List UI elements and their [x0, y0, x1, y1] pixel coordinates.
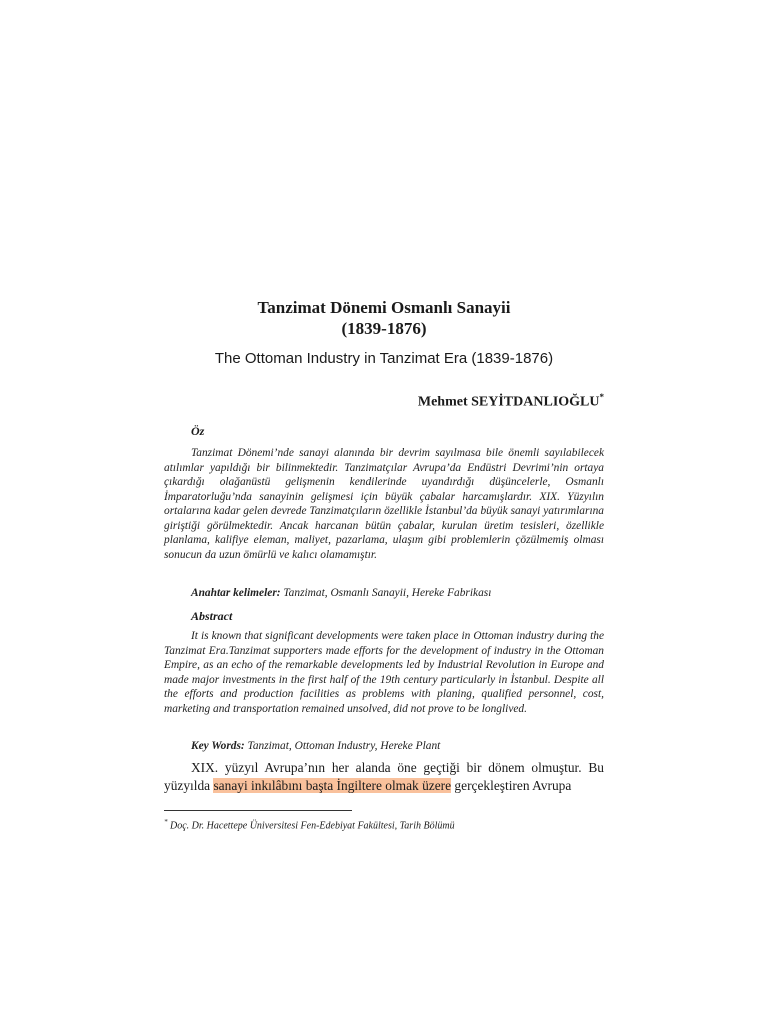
- english-title: The Ottoman Industry in Tanzimat Era (1839-1876): [214, 350, 554, 367]
- footnote-marker: *: [164, 818, 168, 826]
- turkish-keywords: [164, 586, 604, 601]
- author-name: Mehmet SEYİTDANLIOĞLU: [417, 394, 600, 410]
- footnote: [164, 816, 604, 832]
- highlighted-text[interactable]: sanayi inkılâbını başta İngiltere olmak üzere: [213, 778, 452, 793]
- body-text-start: XIX. yüzyıl Avrupa’nın her alanda öne geçtiği bir dönem olmuştur. Bu yüzyılda: [164, 760, 604, 793]
- footnote-separator: [164, 810, 352, 811]
- body-text-end: gerçekleştiren Avrupa: [451, 778, 572, 793]
- english-keywords-value: Tanzimat, Ottoman Industry, Hereke Plant: [244, 740, 441, 752]
- oz-paragraph: [164, 446, 604, 562]
- english-keywords-label: Key Words:: [191, 740, 245, 752]
- title-line-1: Tanzimat Dönemi Osmanlı Sanayii: [257, 298, 511, 317]
- english-keywords: [164, 739, 604, 754]
- title-line-2: (1839-1876): [341, 319, 427, 338]
- abstract-text: It is known that significant developments were taken place in Ottoman industry during the Tanzimat Era.Tanzimat supporters made efforts for the development of industry in the Ottoman Empire, as an echo of the remarkable developments led by Industrial Revolution in Europe and made major investments in the first half of the 19th century particularly in İstanbul. Despite all the efforts and production facilities as problems with planing, qualified personnel, cost, marketing and transportation remained unsolved, did not prove to be longlived.: [164, 630, 604, 715]
- oz-text: Tanzimat Dönemi’nde sanayi alanında bir devrim sayılmasa bile önemli sayılabilecek atılımlar yapıldığı bir bilinmektedir. Tanzimatçılar Avrupa’da Endüstri Devrimi’nin ortaya çıkardığı olağanüstü gelişmenin kendilerinde uyandırdığı düşüncelerle, Osmanlı İmparatorluğu’nda sanayinin gelişmesi için büyük çabalar harcamışlardır. XIX. Yüzyılın ortalarına kadar gelen devrede Tanzimatçıların özellikle İstanbul’da büyük sanayi yatırımlarına giriştiği görülmektedir. Ancak harcanan bütün çabalar, kurulan üretim tesisleri, özellikle planlama, kalifiye eleman, maliyet, pazarlama, ulaşım gibi problemlerin çözülmemiş olması sonucun da uzun ömürlü ve kalıcı olamamıştır.: [164, 447, 604, 561]
- author-footnote-marker: *: [599, 392, 604, 402]
- abstract-paragraph: [164, 629, 604, 716]
- oz-heading: Öz: [191, 424, 205, 438]
- abstract-heading: Abstract: [191, 609, 233, 623]
- body-paragraph: [164, 759, 604, 795]
- footnote-text: Doç. Dr. Hacettepe Üniversitesi Fen-Edebiyat Fakültesi, Tarih Bölümü: [167, 820, 455, 832]
- author: [418, 388, 604, 412]
- turkish-keywords-label: Anahtar kelimeler:: [191, 587, 281, 599]
- turkish-keywords-value: Tanzimat, Osmanlı Sanayii, Hereke Fabrikası: [280, 587, 492, 599]
- paper-title: [164, 297, 604, 339]
